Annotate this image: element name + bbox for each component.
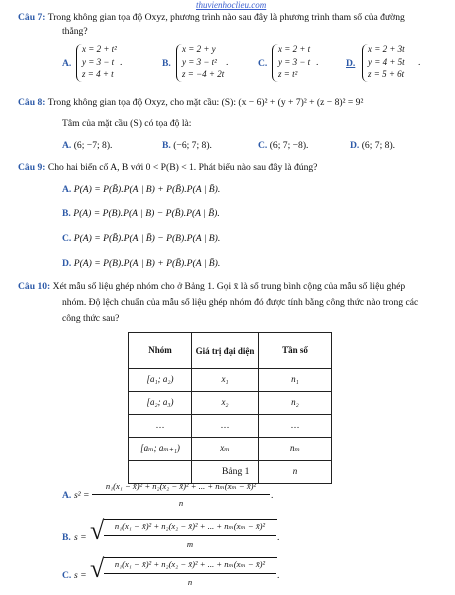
question-10: [18, 281, 405, 293]
q9-option-b[interactable]: B. P(A) = P(B).P(A | B) − P(B̄).P(A | B̄).: [62, 208, 220, 219]
question-10-text-cont: nhóm. Độ lệch chuẩn của mẫu số liệu ghép nhóm đó được tính bằng công thức nào trong các: [62, 297, 419, 308]
table-caption: Bảng 1: [222, 466, 250, 477]
question-8-sub: Tâm của mặt cầu (S) có tọa độ là:: [62, 118, 192, 129]
frequency-table: [128, 332, 332, 484]
q7-option-d-system: x = 2 + 3t y = 4 + 5t z = 5 + 6t: [368, 44, 405, 79]
q10-option-c-numerator: n₁(x₁ − x̄)² + n₂(x₂ − x̄)² + ... + nₘ(xₘ − x̄)²: [114, 559, 266, 569]
question-10-text-cont2: công thức sau?: [62, 313, 120, 324]
fraction-line: [104, 573, 276, 574]
question-7-text: Trong không gian tọa độ Oxyz, phương trình nào sau đây là phương trình tham số của đường: [47, 12, 405, 23]
sqrt-sign: √: [90, 516, 105, 545]
question-9: [18, 162, 317, 174]
table-header-group: Nhóm: [129, 333, 192, 369]
question-8-text: Trong không gian tọa độ Oxyz, cho mặt cầu: (S): (x − 6)² + (y + 7)² + (z − 8)² = 9²: [47, 97, 364, 108]
fraction-line: [92, 494, 270, 495]
q8-option-d[interactable]: D. (6; 7; 8).: [350, 140, 396, 151]
q7-option-b-system: x = 2 + y y = 3 − t² z = −4 + 2t: [182, 44, 225, 79]
period: .: [277, 570, 280, 581]
q10-option-b-letter[interactable]: B.: [62, 532, 71, 543]
q10-option-b-lhs: s =: [74, 532, 87, 543]
q10-option-a-numerator: n₁(x₁ − x̄)² + n₂(x₂ − x̄)² + ... + nₘ(xₘ − x̄)²: [105, 481, 257, 491]
question-7-label: Câu 7:: [18, 12, 46, 23]
watermark-link[interactable]: thuvienhoclieu.com: [196, 0, 267, 10]
q10-option-b-numerator: n₁(x₁ − x̄)² + n₂(x₂ − x̄)² + ... + nₘ(xₘ − x̄)²: [114, 521, 266, 531]
table-header-frequency: Tần số: [259, 333, 332, 369]
q10-option-b-denominator: m: [186, 539, 194, 549]
q10-option-c-denominator: n: [187, 577, 193, 587]
q9-option-d[interactable]: D. P(A) = P(B).P(A | B) + P(B̄).P(A | B̄).: [62, 258, 221, 269]
q10-option-a-denominator: n: [178, 498, 184, 508]
question-9-text: Cho hai biến cố A, B với 0 < P(B) < 1. Phát biểu nào sau đây là đúng?: [47, 162, 318, 173]
question-8: [18, 97, 363, 109]
sqrt-bar: [104, 557, 277, 558]
q10-option-a-letter[interactable]: A.: [62, 490, 72, 501]
question-7-text-cont: thẳng?: [62, 26, 88, 37]
suffix: .: [316, 57, 319, 68]
q9-option-a[interactable]: A. P(A) = P(B̄).P(A | B) + P(B̄).P(A | B̄).: [62, 184, 221, 195]
q8-option-a[interactable]: A. (6; −7; 8).: [62, 140, 113, 151]
q7-option-a-system: x = 2 + t² y = 3 − t z = 4 + t: [82, 44, 117, 79]
q8-option-c[interactable]: C. (6; 7; −8).: [258, 140, 309, 151]
q9-option-c[interactable]: C. P(A) = P(B̄).P(A | B̄) − P(B).P(A | B).: [62, 233, 221, 244]
question-7: [18, 12, 405, 24]
table-header-value: Giá trị đại diện: [192, 333, 259, 369]
q7-option-c-system: x = 2 + t y = 3 − t z = t²: [278, 44, 311, 79]
period: .: [277, 532, 280, 543]
question-10-label: Câu 10:: [18, 281, 51, 292]
fraction-line: [104, 535, 276, 536]
q7-option-d-letter[interactable]: D.: [346, 58, 356, 69]
table-row: [aₘ; aₘ₊₁) xₘ nₘ: [129, 438, 332, 461]
q10-option-a-lhs: s² =: [74, 490, 90, 501]
sqrt-sign: √: [90, 554, 105, 583]
table-row: [a₁; a₂) x₁ n₁: [129, 369, 332, 392]
suffix: .: [418, 57, 421, 68]
table-row: [a₂; a₃) x₂ n₂: [129, 392, 332, 415]
q10-option-c-lhs: s =: [74, 570, 87, 581]
suffix: .: [120, 57, 123, 68]
q7-option-b-letter[interactable]: B.: [162, 58, 171, 69]
period: .: [271, 490, 274, 501]
q10-option-c-letter[interactable]: C.: [62, 570, 72, 581]
question-9-label: Câu 9:: [18, 162, 46, 173]
q7-option-c-letter[interactable]: C.: [258, 58, 268, 69]
q8-option-b[interactable]: B. (−6; 7; 8).: [162, 140, 212, 151]
q7-option-a-letter[interactable]: A.: [62, 58, 72, 69]
suffix: .: [226, 57, 229, 68]
table-row: … … …: [129, 415, 332, 438]
sqrt-bar: [104, 519, 277, 520]
question-8-label: Câu 8:: [18, 97, 46, 108]
table-row: n: [129, 461, 332, 484]
question-10-text: Xét mẫu số liệu ghép nhóm cho ở Bảng 1. Gọi x̄ là số trung bình cộng của mẫu số liệu ghép: [52, 281, 406, 292]
